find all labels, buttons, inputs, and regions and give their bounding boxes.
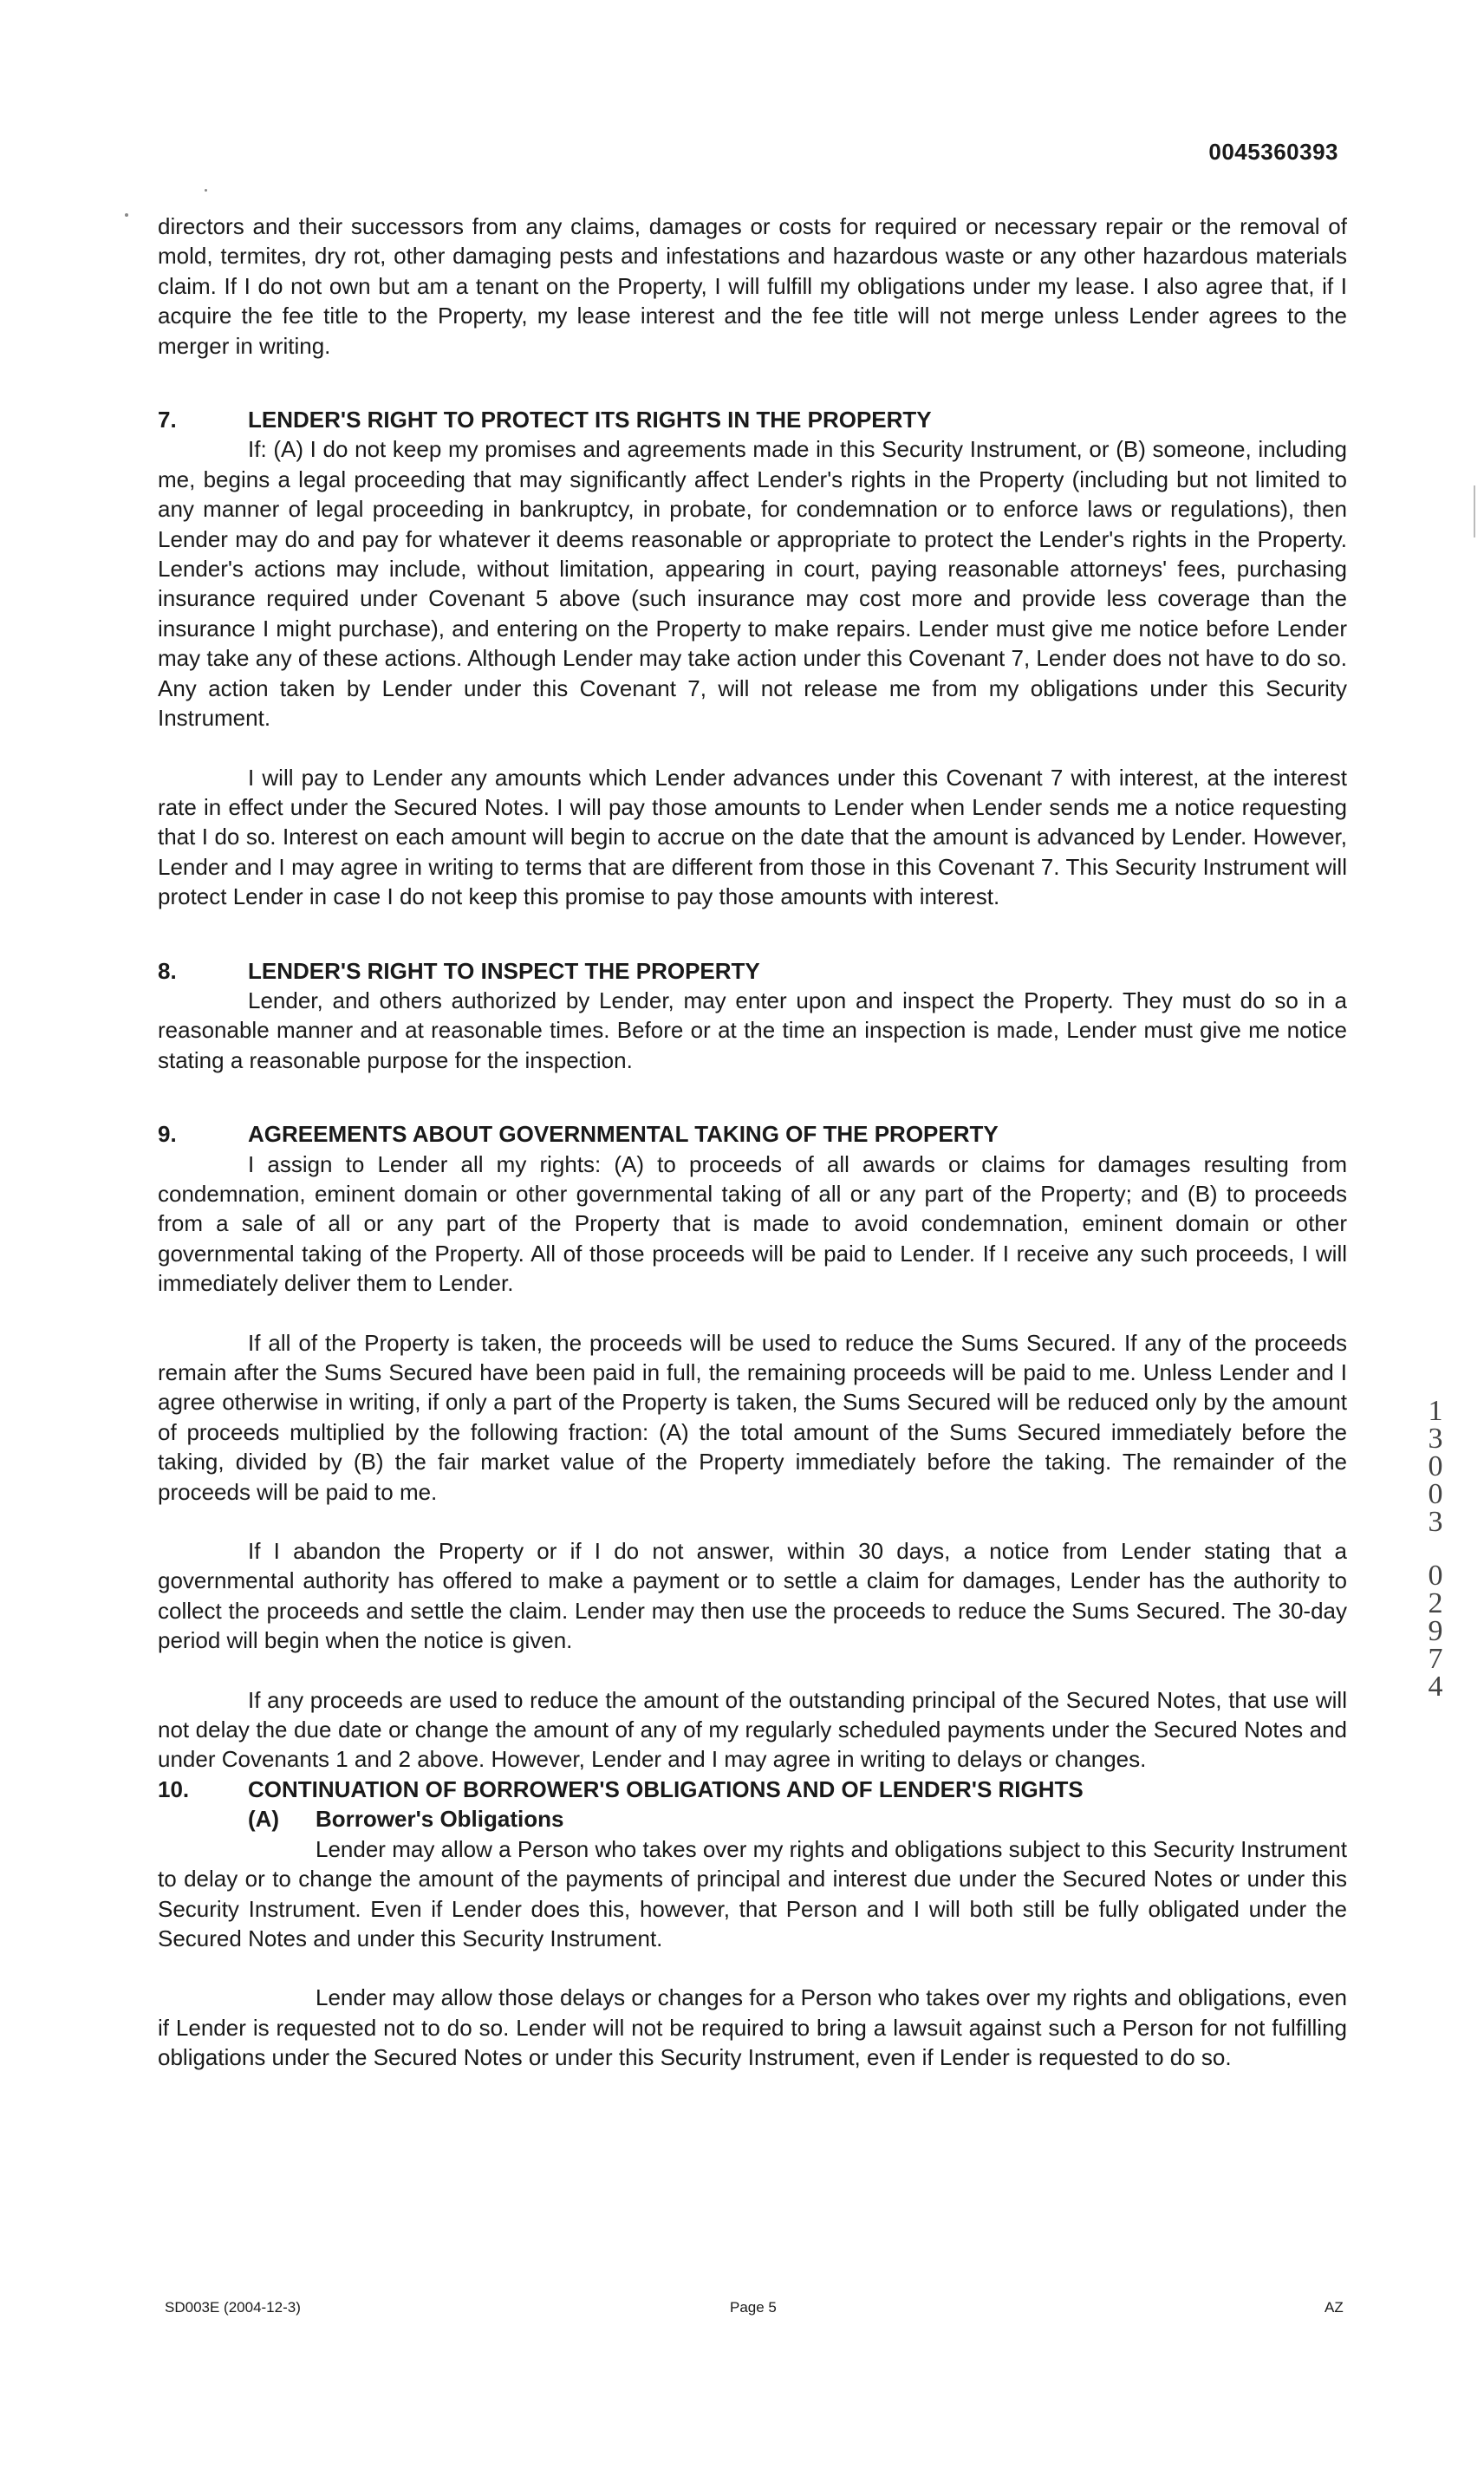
stamp-char: 0 [1428, 1450, 1443, 1482]
section-10a-paragraph-2: Lender may allow those delays or changes for a Person who takes over my rights and obligations, even if Lender is requested not to do so. Lender will not be required to bring a lawsuit against such a Person for not fulfilling obligations under the Secured Notes or under this Security Instrument, even if Lender is requested to do so. [158, 1984, 1347, 2071]
footer-state: AZ [1325, 2299, 1344, 2316]
section-7-paragraph-1: If: (A) I do not keep my promises and agreements made in this Security Instrument, or (B) someone, including me, begins a legal proceeding that may significantly affect Lender's rights in the Property (including but not limited to any manner of legal proceeding in bankruptcy, in probate, for condemnation or to enforce laws or regulations), then Lender may do and pay for whatever it deems reasonable or appropriate to protect the Lender's rights in the Property. Lender's actions may include, without limitation, appearing in court, paying reasonable attorneys' fees, purchasing insurance required under Covenant 5 above (such insurance may cost more and provide less coverage than the insurance I might purchase), and entering on the Property to make repairs. Lender must give me notice before Lender may take any of these actions. Although Lender may take action under this Covenant 7, Lender does not have to do so. Any action taken by Lender under this Covenant 7, will not release me from my obligations under this Security Instrument. [158, 436, 1347, 732]
stamp-char: 7 [1428, 1643, 1443, 1675]
section-7-title: LENDER'S RIGHT TO PROTECT ITS RIGHTS IN THE PROPERTY [248, 407, 932, 433]
section-7-paragraph-2: I will pay to Lender any amounts which Lender advances under this Covenant 7 with interest, at the interest rate in effect under the Secured Notes. I will pay those amounts to Lender when Lender sends me a notice requesting that I do so. Interest on each amount will begin to accrue on the date that the amount is advanced by Lender. However, Lender and I may agree in writing to terms that are different from those in this Covenant 7. This Security Instrument will protect Lender in case I do not keep this promise to pay those amounts with interest. [158, 764, 1347, 910]
document-body [158, 212, 1347, 2073]
intro-paragraph: directors and their successors from any claims, damages or costs for required or necessary repair or the removal of mold, termites, dry rot, other damaging pests and infestations and hazardous waste or any other hazardous materials claim. If I do not own but am a tenant on the Property, I will fulfill my obligations under my lease. I also agree that, if I acquire the fee title to the Property, my lease interest and the fee title will not merge unless Lender agrees to the merger in writing. [158, 213, 1347, 359]
section-10a-heading [158, 1804, 1347, 1834]
footer-form-id: SD003E (2004-12-3) [165, 2299, 301, 2316]
stamp-char: 2 [1428, 1587, 1443, 1619]
scan-speck [205, 189, 207, 192]
stamp-char: 3 [1428, 1423, 1443, 1455]
section-8-title: LENDER'S RIGHT TO INSPECT THE PROPERTY [248, 957, 760, 984]
section-9-heading [158, 1119, 1347, 1149]
section-8-number: 8. [158, 957, 177, 984]
stamp-char: 9 [1428, 1615, 1443, 1647]
section-9-paragraph-2: If all of the Property is taken, the proceeds will be used to reduce the Sums Secured. If any of the proceeds remain after the Sums Secured have been paid in full, the remaining proceeds will be paid to me. Unless Lender and I agree otherwise in writing, if only a part of the Property is taken, the Sums Secured will be reduced only by the amount of proceeds multiplied by the following fraction: (A) the total amount of the Sums Secured immediately before the taking, divided by (B) the fair market value of the Property immediately before the taking. The remainder of the proceeds will be paid to me. [158, 1329, 1347, 1505]
scan-edge-mark [1474, 485, 1475, 537]
section-7-heading [158, 405, 1347, 434]
footer-page-number: Page 5 [730, 2299, 777, 2316]
stamp-char: 3 [1428, 1506, 1443, 1538]
margin-stamp-number [1420, 1397, 1451, 1701]
section-8-heading [158, 956, 1347, 986]
section-8-paragraph-1: Lender, and others authorized by Lender, may enter upon and inspect the Property. They must do so in a reasonable manner and at reasonable times. Before or at the time an inspection is made, Lender must give me notice stating a reasonable purpose for the inspection. [158, 987, 1347, 1073]
section-10-number: 10. [158, 1775, 190, 1802]
section-9-paragraph-4: If any proceeds are used to reduce the amount of the outstanding principal of the Secured Notes, that use will not delay the due date or change the amount of any of my regularly scheduled payments under the Secured Notes and under Covenants 1 and 2 above. However, Lender and I may agree in writing to delays or changes. [158, 1686, 1347, 1773]
section-9-paragraph-1: I assign to Lender all my rights: (A) to proceeds of all awards or claims for damages resulting from condemnation, eminent domain or other governmental taking of all or any part of the Property; and (B) to proceeds from a sale of all or any part of the Property that is made to avoid condemnation, eminent domain or other governmental taking of the Property. All of those proceeds will be paid to Lender. If I receive any such proceeds, I will immediately deliver them to Lender. [158, 1150, 1347, 1297]
section-9-number: 9. [158, 1121, 177, 1148]
section-10-heading [158, 1775, 1347, 1804]
section-9-title: AGREEMENTS ABOUT GOVERNMENTAL TAKING OF THE PROPERTY [248, 1121, 999, 1148]
stamp-char: 4 [1428, 1671, 1443, 1703]
section-7-number: 7. [158, 407, 177, 433]
section-9-paragraph-3: If I abandon the Property or if I do not answer, within 30 days, a notice from Lender stating that a governmental authority has offered to make a payment or to settle a claim for damages, Lender has the authority to collect the proceeds and settle the claim. Lender may then use the proceeds to reduce the Sums Secured. The 30-day period will begin when the notice is given. [158, 1538, 1347, 1654]
document-number: 0045360393 [1208, 139, 1338, 165]
section-10a-paragraph-1: Lender may allow a Person who takes over my rights and obligations subject to this Security Instrument to delay or to change the amount of the payments of principal and interest due under the Secured Notes or under this Security Instrument. Even if Lender does this, however, that Person and I will both still be fully obligated under the Secured Notes and under this Security Instrument. [158, 1835, 1347, 1951]
section-10-title: CONTINUATION OF BORROWER'S OBLIGATIONS AND OF LENDER'S RIGHTS [248, 1775, 1084, 1802]
section-10a-label: (A) [248, 1806, 280, 1833]
stamp-char: 1 [1428, 1395, 1443, 1427]
section-10a-title: Borrower's Obligations [316, 1806, 564, 1833]
stamp-space [1420, 1536, 1451, 1562]
scan-speck [125, 213, 128, 217]
stamp-char: 0 [1428, 1560, 1443, 1592]
stamp-char: 0 [1428, 1478, 1443, 1510]
